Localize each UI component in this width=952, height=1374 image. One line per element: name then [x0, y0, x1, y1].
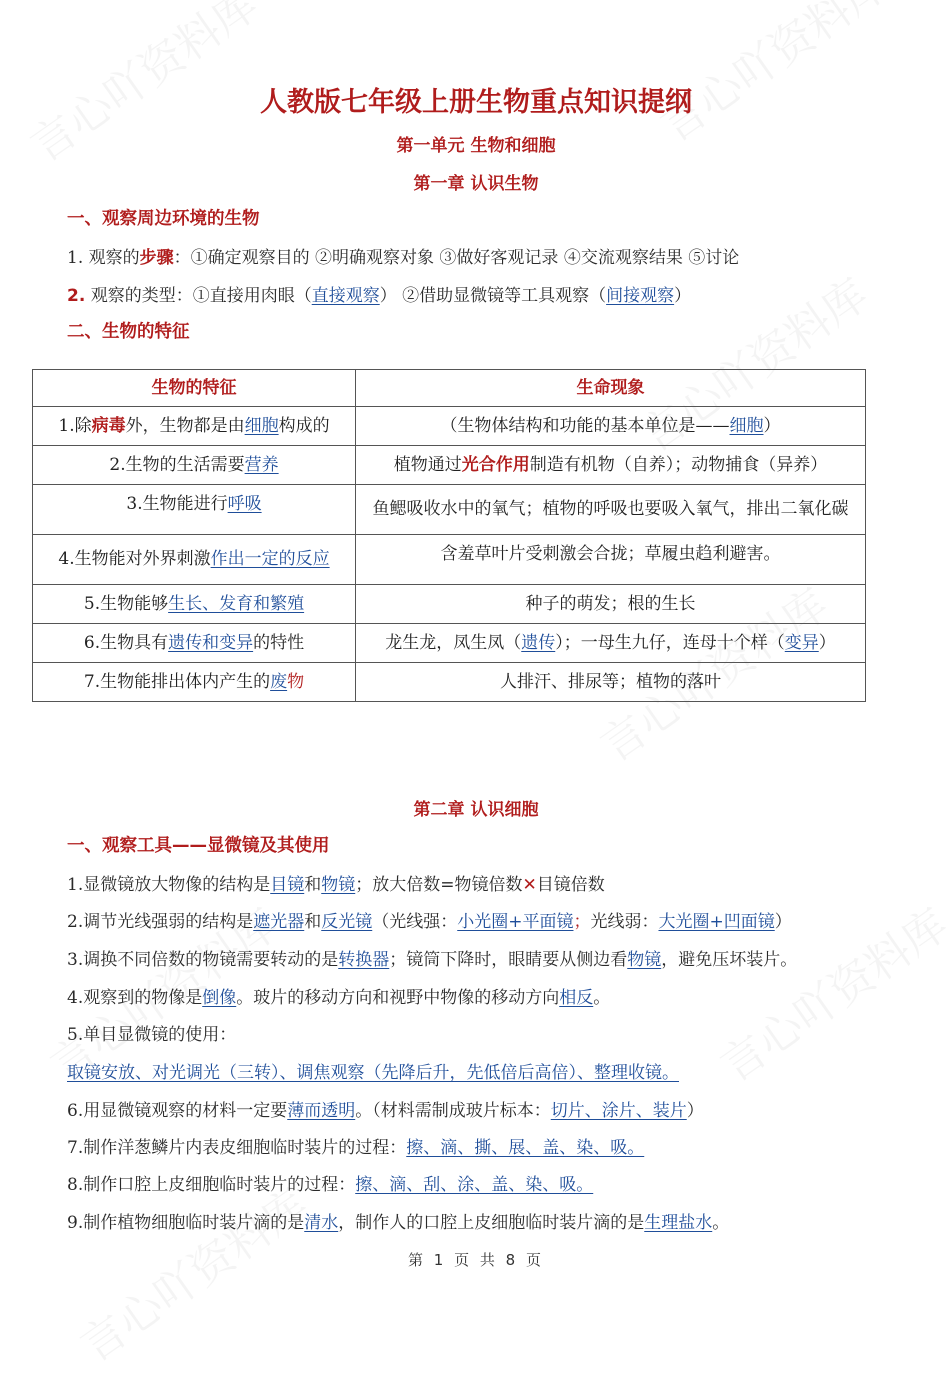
- item-5: 5.单目显微镜的使用：: [67, 1025, 237, 1045]
- text: 观察的类型：①直接用肉眼（: [85, 286, 312, 306]
- text: 1. 观察的: [67, 248, 140, 268]
- highlight-steps: 步骤: [139, 248, 174, 268]
- answer-direct-observation: 直接观察: [311, 286, 380, 306]
- item-number: 2.: [67, 286, 86, 306]
- table-cell: 4.生物能对外界刺激作出一定的反应: [33, 535, 356, 585]
- chapter1-heading: 第一章 认识生物: [413, 174, 539, 194]
- table-cell: 1.除病毒外，生物都是由细胞构成的: [33, 407, 356, 446]
- table-row: [33, 535, 866, 585]
- table-cell: 鱼鳃吸收水中的氧气；植物的呼吸也要吸入氧气，排出二氧化碳: [356, 485, 866, 535]
- table-cell: 人排汗、排尿等；植物的落叶: [356, 663, 866, 702]
- text: ：①确定观察目的 ②明确观察对象 ③做好客观记录 ④交流观察结果 ⑤讨论: [173, 248, 740, 268]
- table-cell: 龙生龙，凤生凤（遗传）；一母生九仔，连母十个样（变异）: [356, 624, 866, 663]
- table-cell: 7.生物能排出体内产生的废物: [33, 663, 356, 702]
- table-row: [33, 446, 866, 485]
- table-row: [33, 663, 866, 702]
- table-row: [33, 407, 866, 446]
- characteristics-table: [32, 369, 866, 702]
- table-row: [33, 585, 866, 624]
- item-3: 3.调换不同倍数的物镜需要转动的是转换器；镜筒下降时，眼睛要从侧边看物镜，避免压坏装片。: [67, 950, 798, 970]
- table-header-row: [33, 370, 866, 407]
- page-number: 第 1 页 共 8 页: [408, 1251, 544, 1269]
- section-heading-observe: 一、观察周边环境的生物: [67, 209, 260, 229]
- table-cell: 6.生物具有遗传和变异的特性: [33, 624, 356, 663]
- table-cell: 2.生物的生活需要营养: [33, 446, 356, 485]
- document-title: 人教版七年级上册生物重点知识提纲: [260, 87, 692, 118]
- item-observe-types: [67, 281, 691, 306]
- item-5-steps: 取镜安放、对光调光（三转）、调焦观察（先降后升，先低倍后高倍）、整理收镜。: [67, 1063, 679, 1083]
- item-8: 8.制作口腔上皮细胞临时装片的过程：擦、滴、刮、涂、盖、染、吸。: [67, 1175, 594, 1195]
- table-cell: 种子的萌发；根的生长: [356, 585, 866, 624]
- item-4: 4.观察到的物像是倒像。玻片的移动方向和视野中物像的移动方向相反。: [67, 988, 611, 1008]
- table-cell: 5.生物能够生长、发育和繁殖: [33, 585, 356, 624]
- item-observe-steps: [67, 243, 739, 268]
- section-heading-microscope: 一、观察工具——显微镜及其使用: [67, 836, 330, 856]
- item-1: 1.显微镜放大物像的结构是目镜和物镜；放大倍数=物镜倍数✕目镜倍数: [67, 875, 605, 895]
- watermark: [66, 1170, 319, 1374]
- item-7: 7.制作洋葱鳞片内表皮细胞临时装片的过程：擦、滴、撕、展、盖、染、吸。: [67, 1138, 645, 1158]
- table-row: [33, 624, 866, 663]
- text: ） ②借助显微镜等工具观察（: [379, 286, 607, 306]
- item-2: 2.调节光线强弱的结构是遮光器和反光镜（光线强：小光圈+平面镜；光线弱：大光圈+凹面镜）: [67, 912, 792, 932]
- item-9: 9.制作植物细胞临时装片滴的是清水，制作人的口腔上皮细胞临时装片滴的是生理盐水。: [67, 1213, 730, 1233]
- multiply-icon: ✕: [522, 875, 537, 895]
- table-cell: （生物体结构和功能的基本单位是——细胞）: [356, 407, 866, 446]
- section-heading-characteristics: 二、生物的特征: [67, 322, 190, 342]
- table-cell: 3.生物能进行呼吸: [33, 485, 356, 535]
- item-6: 6.用显微镜观察的材料一定要薄而透明。（材料需制成玻片标本：切片、涂片、装片）: [67, 1101, 704, 1121]
- header-phenomena: 生命现象: [356, 370, 866, 407]
- table-row: [33, 485, 866, 535]
- answer-indirect-observation: 间接观察: [606, 286, 675, 306]
- header-characteristics: 生物的特征: [33, 370, 356, 407]
- unit-heading: 第一单元 生物和细胞: [396, 136, 556, 156]
- table-cell: 植物通过光合作用制造有机物（自养）；动物捕食（异养）: [356, 446, 866, 485]
- table-cell: 含羞草叶片受刺激会合拢；草履虫趋利避害。: [356, 535, 866, 585]
- text: ）: [674, 286, 692, 306]
- chapter2-heading: 第二章 认识细胞: [413, 800, 539, 820]
